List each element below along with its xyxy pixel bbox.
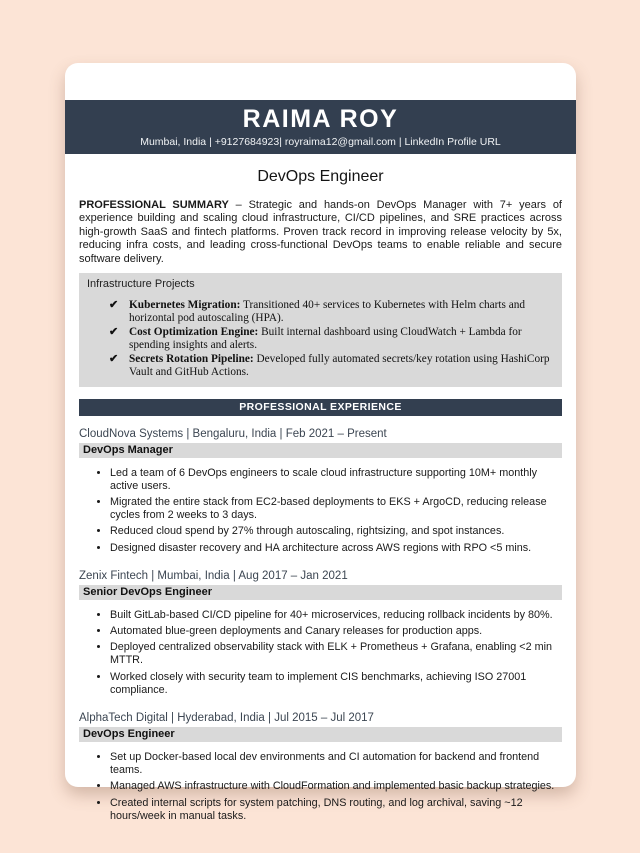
experience-entry <box>79 428 562 555</box>
experience-entry <box>79 712 562 823</box>
experience-bullet: • Set up Docker-based local dev environments and CI automation for backend and frontend teams. <box>110 751 560 777</box>
project-text: Transitioned 40+ services to Kubernetes with Helm charts and horizontal pod autoscaling (HPA). <box>129 299 526 324</box>
contact-info-line: Mumbai, India | +9127684923| royraima12@gmail.com | LinkedIn Profile URL <box>140 136 501 148</box>
resume-body <box>65 168 576 823</box>
infrastructure-projects-box <box>79 273 562 387</box>
experience-bullet: • Deployed centralized observability stack with ELK + Prometheus + Grafana, enabling <2 min MTTR. <box>110 641 560 667</box>
checkmark-icon: ✔ <box>109 299 119 312</box>
company-location-dates: Zenix Fintech | Mumbai, India | Aug 2017 – Jan 2021 <box>79 569 348 582</box>
project-item <box>109 299 550 324</box>
project-text: Developed fully automated secrets/key rotation using HashiCorp Vault and GitHub Actions. <box>129 353 550 378</box>
experience-entry <box>79 570 562 697</box>
experience-bullet: • Automated blue-green deployments and Canary releases for production apps. <box>110 625 560 638</box>
role-title: Senior DevOps Engineer <box>79 585 562 600</box>
projects-list <box>109 299 550 379</box>
company-location-dates: AlphaTech Digital | Hyderabad, India | Jul 2015 – Jul 2017 <box>79 712 374 725</box>
summary-text: – Strategic and hands-on DevOps Manager with 7+ years of experience building and scaling cloud infrastructure, CI/CD pipelines, and SRE practices across high-growth SaaS and fintech platforms. Proven track record in improving release velocity by 5x, reducing infra costs, and leading cross-functional DevOps teams to enable reliable and secure software delivery. <box>79 199 562 265</box>
experience-bullet: • Led a team of 6 DevOps engineers to scale cloud infrastructure supporting 10M+ monthly active users. <box>110 467 560 493</box>
experience-bullets <box>110 467 560 555</box>
section-header-professional-experience: PROFESSIONAL EXPERIENCE <box>79 399 562 416</box>
experience-bullet: • Created internal scripts for system patching, DNS routing, and log archival, saving ~12 hours/week in manual tasks. <box>110 797 560 823</box>
project-label: Kubernetes Migration: <box>129 299 241 312</box>
experience-bullet: • Reduced cloud spend by 27% through autoscaling, rightsizing, and spot instances. <box>110 525 560 538</box>
experience-bullet: • Designed disaster recovery and HA architecture across AWS regions with RPO <5 mins. <box>110 542 560 555</box>
experience-bullets <box>110 751 560 823</box>
project-item <box>109 353 550 378</box>
experience-bullet: • Migrated the entire stack from EC2-based deployments to EKS + ArgoCD, reducing release cycles from 2 weeks to 3 days. <box>110 496 560 522</box>
project-label: Cost Optimization Engine: <box>129 326 259 339</box>
resume-document <box>65 63 576 822</box>
project-item <box>109 326 550 351</box>
candidate-name: RAIMA ROY <box>242 105 399 133</box>
job-title-heading: DevOps Engineer <box>257 168 384 185</box>
experience-bullets <box>110 609 560 697</box>
projects-box-title: Infrastructure Projects <box>87 278 195 291</box>
experience-bullet: • Managed AWS infrastructure with CloudFormation and implemented basic backup strategies. <box>110 780 560 793</box>
checkmark-icon: ✔ <box>109 326 119 339</box>
professional-summary <box>79 199 562 266</box>
summary-label: PROFESSIONAL SUMMARY <box>79 199 229 211</box>
checkmark-icon: ✔ <box>109 353 119 366</box>
resume-header-band <box>65 100 576 154</box>
experience-bullet: • Built GitLab-based CI/CD pipeline for 40+ microservices, reducing rollback incidents by 80%. <box>110 609 560 622</box>
company-location-dates: CloudNova Systems | Bengaluru, India | Feb 2021 – Present <box>79 427 387 440</box>
experience-bullet: • Worked closely with security team to implement CIS benchmarks, achieving ISO 27001 compliance. <box>110 671 560 697</box>
role-title: DevOps Manager <box>79 443 562 458</box>
project-text: Built internal dashboard using CloudWatch + Lambda for spending insights and alerts. <box>129 326 522 351</box>
role-title: DevOps Engineer <box>79 727 562 742</box>
project-label: Secrets Rotation Pipeline: <box>129 353 254 366</box>
